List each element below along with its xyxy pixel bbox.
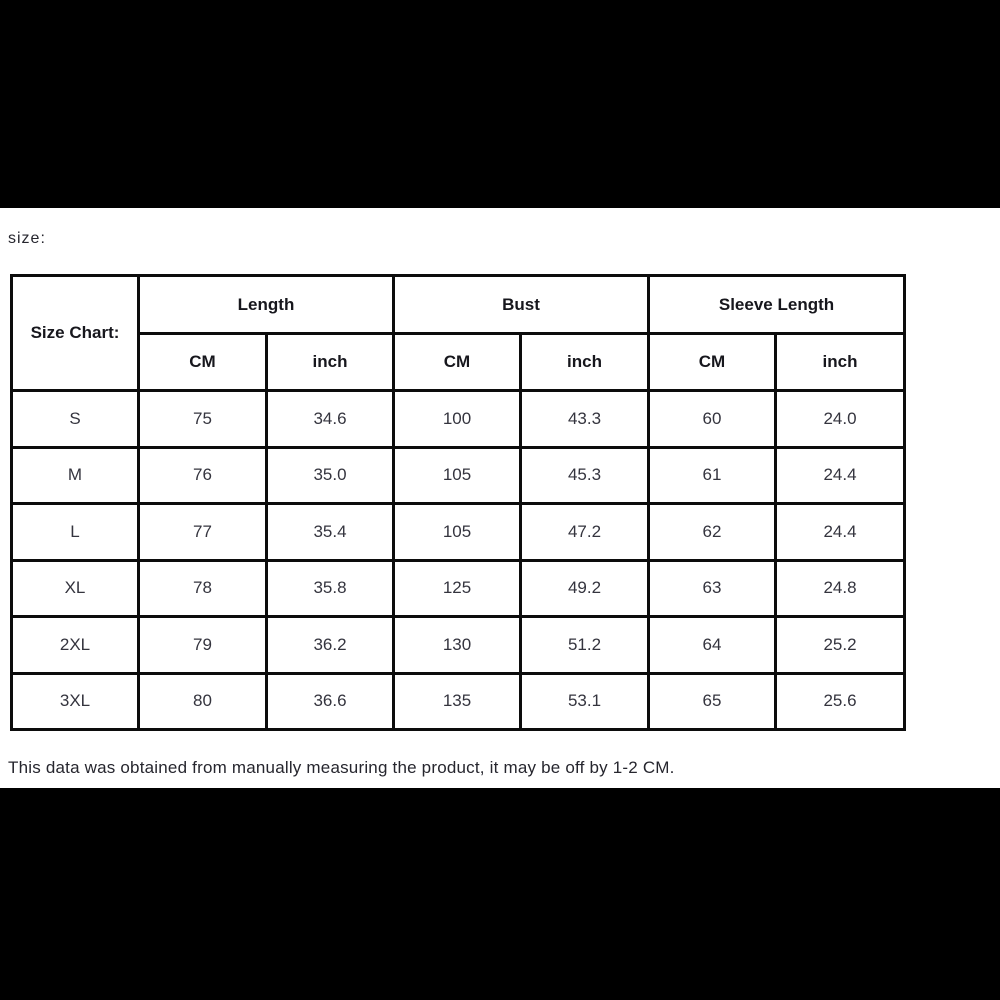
value-cell: 25.2 bbox=[776, 617, 905, 674]
group-header-bust: Bust bbox=[394, 276, 649, 334]
unit-header-length-inch: inch bbox=[267, 334, 394, 391]
size-label: size: bbox=[8, 230, 46, 247]
value-cell: 24.8 bbox=[776, 560, 905, 617]
value-cell: 130 bbox=[394, 617, 521, 674]
value-cell: 76 bbox=[139, 447, 267, 504]
value-cell: 77 bbox=[139, 504, 267, 561]
value-cell: 100 bbox=[394, 391, 521, 448]
value-cell: 45.3 bbox=[521, 447, 649, 504]
value-cell: 105 bbox=[394, 504, 521, 561]
unit-header-bust-inch: inch bbox=[521, 334, 649, 391]
letterbox-bottom bbox=[0, 788, 1000, 1000]
size-cell: 2XL bbox=[12, 617, 139, 674]
value-cell: 35.0 bbox=[267, 447, 394, 504]
table-row bbox=[12, 447, 905, 504]
value-cell: 75 bbox=[139, 391, 267, 448]
unit-header-row bbox=[12, 334, 905, 391]
value-cell: 80 bbox=[139, 673, 267, 730]
value-cell: 53.1 bbox=[521, 673, 649, 730]
size-cell: S bbox=[12, 391, 139, 448]
value-cell: 24.4 bbox=[776, 447, 905, 504]
table-row bbox=[12, 560, 905, 617]
content-area bbox=[0, 208, 1000, 788]
size-cell: L bbox=[12, 504, 139, 561]
group-header-sleeve-length: Sleeve Length bbox=[649, 276, 905, 334]
footnote: This data was obtained from manually measuring the product, it may be off by 1-2 CM. bbox=[8, 758, 675, 777]
size-cell: 3XL bbox=[12, 673, 139, 730]
value-cell: 60 bbox=[649, 391, 776, 448]
value-cell: 35.4 bbox=[267, 504, 394, 561]
size-cell: M bbox=[12, 447, 139, 504]
value-cell: 24.0 bbox=[776, 391, 905, 448]
value-cell: 34.6 bbox=[267, 391, 394, 448]
unit-header-sleeve-inch: inch bbox=[776, 334, 905, 391]
value-cell: 51.2 bbox=[521, 617, 649, 674]
value-cell: 25.6 bbox=[776, 673, 905, 730]
unit-header-bust-cm: CM bbox=[394, 334, 521, 391]
value-cell: 125 bbox=[394, 560, 521, 617]
value-cell: 79 bbox=[139, 617, 267, 674]
value-cell: 62 bbox=[649, 504, 776, 561]
value-cell: 24.4 bbox=[776, 504, 905, 561]
table-row bbox=[12, 504, 905, 561]
unit-header-length-cm: CM bbox=[139, 334, 267, 391]
value-cell: 65 bbox=[649, 673, 776, 730]
size-chart-table bbox=[10, 274, 906, 731]
value-cell: 47.2 bbox=[521, 504, 649, 561]
value-cell: 63 bbox=[649, 560, 776, 617]
value-cell: 61 bbox=[649, 447, 776, 504]
group-header-row bbox=[12, 276, 905, 334]
table-row bbox=[12, 673, 905, 730]
group-header-length: Length bbox=[139, 276, 394, 334]
value-cell: 49.2 bbox=[521, 560, 649, 617]
value-cell: 43.3 bbox=[521, 391, 649, 448]
table-row bbox=[12, 391, 905, 448]
value-cell: 105 bbox=[394, 447, 521, 504]
value-cell: 64 bbox=[649, 617, 776, 674]
letterbox-top bbox=[0, 0, 1000, 208]
value-cell: 36.2 bbox=[267, 617, 394, 674]
value-cell: 135 bbox=[394, 673, 521, 730]
size-chart-corner-header: Size Chart: bbox=[12, 276, 139, 391]
value-cell: 35.8 bbox=[267, 560, 394, 617]
table-row bbox=[12, 617, 905, 674]
value-cell: 78 bbox=[139, 560, 267, 617]
value-cell: 36.6 bbox=[267, 673, 394, 730]
size-cell: XL bbox=[12, 560, 139, 617]
unit-header-sleeve-cm: CM bbox=[649, 334, 776, 391]
